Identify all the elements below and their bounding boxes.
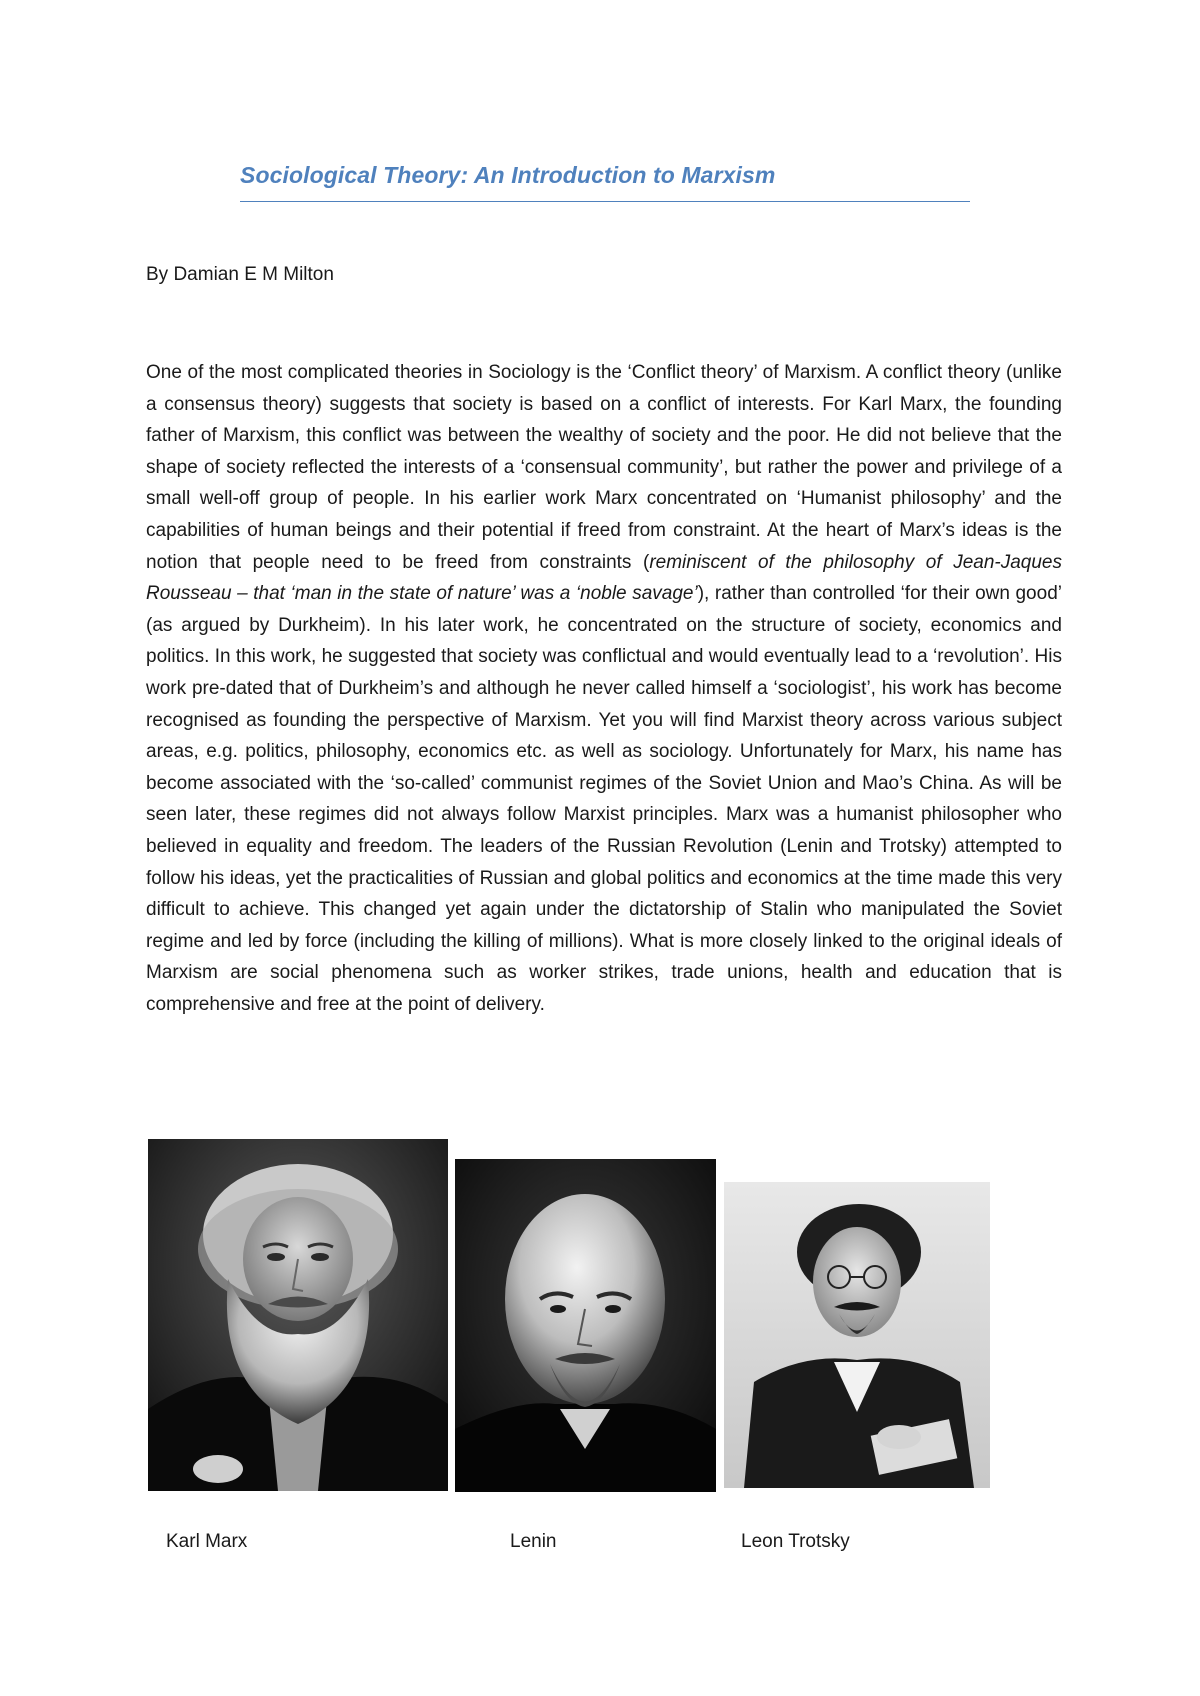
karl-marx-portrait-image xyxy=(148,1139,448,1491)
karl-marx-photo xyxy=(148,1139,448,1491)
caption-karl-marx: Karl Marx xyxy=(166,1531,248,1552)
title-underline xyxy=(240,201,970,202)
paragraph-italic-quote: reminiscent of the philosophy of Jean-Jaques Rousseau – that ‘man in the state of nature’ was a ‘noble savage’ xyxy=(146,551,1062,605)
trotsky-portrait-image xyxy=(724,1182,990,1488)
author-byline: By Damian E M Milton xyxy=(146,264,334,285)
caption-lenin: Lenin xyxy=(510,1531,557,1552)
paragraph-part-2: ), rather than controlled ‘for their own good’ (as argued by Durkheim). In his later work, he concentrated on the structure of society, economics and politics. In this work, he suggested that society was conflictual and would eventually lead to a ‘revolution’. His work pre-dated that of Durkheim’s and although he never called himself a ‘sociologist’, his work has become recognised as founding the perspective of Marxism. Yet you will find Marxist theory across various subject areas, e.g. politics, philosophy, economics etc. as well as sociology. Unfortunately for Marx, his name has become associated with the ‘so-called’ communist regimes of the Soviet Union and Mao’s China. As will be seen later, these regimes did not always follow Marxist principles. Marx was a humanist philosopher who believed in equality and freedom. The leaders of the Russian Revolution (Lenin and Trotsky) attempted to follow his ideas, yet the practicalities of Russian and global politics and economics at the time made this very difficult to achieve. This changed yet again under the dictatorship of Stalin who manipulated the Soviet regime and led by force (including the killing of millions). What is more closely linked to the original ideals of Marxism are social phenomena such as worker strikes, trade unions, health and education that is comprehensive and free at the point of delivery. xyxy=(146,583,1062,1015)
lenin-portrait-image xyxy=(455,1159,716,1492)
lenin-photo xyxy=(455,1159,716,1492)
trotsky-photo xyxy=(724,1182,990,1488)
paragraph-part-1: One of the most complicated theories in Sociology is the ‘Conflict theory’ of Marxism. A conflict theory (unlike a consensus theory) suggests that society is based on a conflict of interests. For Karl Marx, the founding father of Marxism, this conflict was between the wealthy of society and the poor. He did not believe that the shape of society reflected the interests of a ‘consensual community’, but rather the power and privilege of a small well-off group of people. In his earlier work Marx concentrated on ‘Humanist philosophy’ and the capabilities of human beings and their potential if freed from constraint. At the heart of Marx’s ideas is the notion that people need to be freed from constraints ( xyxy=(146,362,1062,573)
document-title: Sociological Theory: An Introduction to Marxism xyxy=(240,162,776,188)
body-paragraph xyxy=(146,357,1062,1020)
caption-leon-trotsky: Leon Trotsky xyxy=(741,1531,850,1552)
